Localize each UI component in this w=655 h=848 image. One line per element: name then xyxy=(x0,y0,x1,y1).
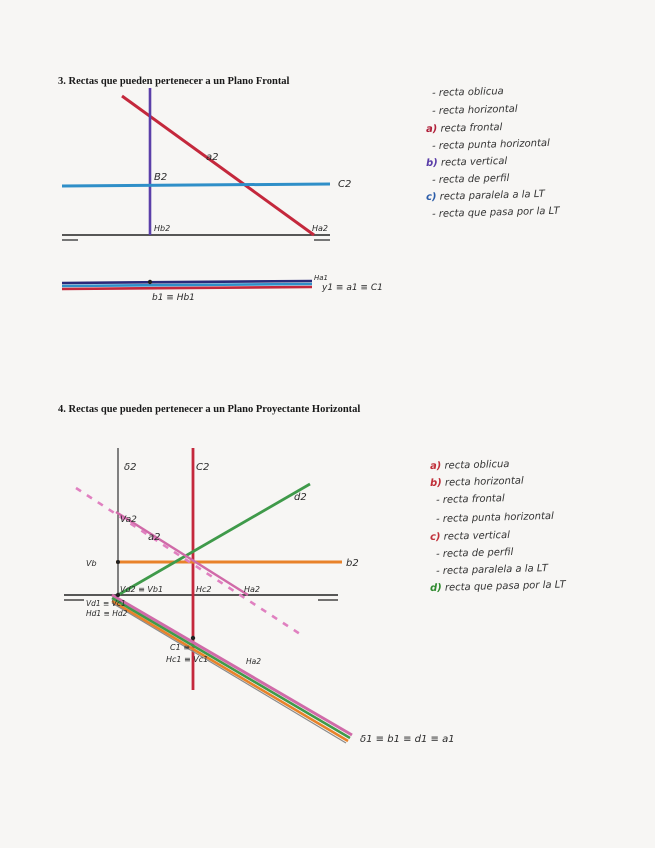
s4-label-hd1: Hd1 ≡ Hd2 xyxy=(86,609,128,618)
section4-title: 4. Rectas que pueden pertenecer a un Plano Proyectante Horizontal xyxy=(58,404,361,415)
s4-item: - recta frontal xyxy=(435,493,505,506)
s3-item: - recta que pasa por la LT xyxy=(431,205,560,220)
s4-plan-orange xyxy=(112,601,348,741)
s4-label-c2: C2 xyxy=(196,462,210,473)
s4-label-a2: a2 xyxy=(148,532,161,543)
s3-item: b) recta vertical xyxy=(425,155,508,169)
s3-label-a2: a2 xyxy=(206,152,219,163)
s3-item: - recta oblicua xyxy=(431,86,504,99)
s3-item: - recta horizontal xyxy=(431,103,518,117)
section4-drawing xyxy=(64,448,455,745)
s4-plan-grey xyxy=(112,603,346,743)
s3-label-hb2: Hb2 xyxy=(154,224,171,233)
s4-label-vd2vb1: Vd2 ≡ Vb1 xyxy=(120,585,164,594)
s4-plan-pink xyxy=(112,595,352,735)
s4-label-va2: Va2 xyxy=(120,515,137,525)
s4-label-hc2: Hc2 xyxy=(196,585,212,594)
s4-label-vb: Vb xyxy=(86,559,97,568)
s3-item: a) recta frontal xyxy=(425,122,503,135)
s3-item: c) recta paralela a la LT xyxy=(425,188,545,203)
section3-drawing xyxy=(62,88,383,303)
s3-line-plan-blue xyxy=(62,284,312,286)
s3-item: - recta de perfil xyxy=(431,172,510,186)
s4-plan-green xyxy=(112,598,350,738)
s3-label-b2: B2 xyxy=(154,172,168,183)
s4-item: b) recta horizontal xyxy=(429,475,524,489)
s4-item: d) recta que pasa por la LT xyxy=(429,579,566,594)
s4-label-b2: b2 xyxy=(346,558,359,569)
s3-line-plan-dark xyxy=(62,281,312,283)
section3-title: 3. Rectas que pueden pertenecer a un Plano Frontal xyxy=(58,76,290,87)
s3-line-c2 xyxy=(62,184,330,186)
s4-label-delta2: δ2 xyxy=(124,462,137,473)
s3-line-plan-red xyxy=(62,287,312,289)
s3-label-b1hb1: b1 ≡ Hb1 xyxy=(152,293,195,303)
s4-point-c1 xyxy=(191,636,195,640)
s4-label-ha2: Ha2 xyxy=(244,585,261,594)
s3-point-b1 xyxy=(148,280,152,284)
s3-item: - recta punta horizontal xyxy=(431,137,551,152)
s3-label-ha1: Ha1 xyxy=(314,274,329,282)
s4-label-final: δ1 ≡ b1 ≡ d1 ≡ a1 xyxy=(360,734,455,745)
s4-item: - recta de perfil xyxy=(435,546,514,560)
s3-label-y1a1c1: y1 ≡ a1 ≡ C1 xyxy=(322,283,383,293)
s4-label-hc1: Hc1 ≡ Vc1 xyxy=(166,655,209,664)
s4-line-d2 xyxy=(118,484,310,595)
s4-point-vb xyxy=(116,560,120,564)
s4-label-hax: Ha2 xyxy=(246,657,262,666)
s4-label-dd2: d2 xyxy=(294,492,307,503)
s3-label-ha2: Ha2 xyxy=(312,224,329,233)
s4-label-vd1: Vd1 ≡ Vc1 xyxy=(86,599,126,608)
s4-item: a) recta oblicua xyxy=(429,458,510,472)
s4-item: - recta paralela a la LT xyxy=(435,563,549,577)
s4-item: - recta punta horizontal xyxy=(435,510,555,525)
s4-label-c1: C1 ≡ xyxy=(170,643,190,652)
s4-item: c) recta vertical xyxy=(429,529,511,543)
s3-label-c2: C2 xyxy=(338,179,352,190)
